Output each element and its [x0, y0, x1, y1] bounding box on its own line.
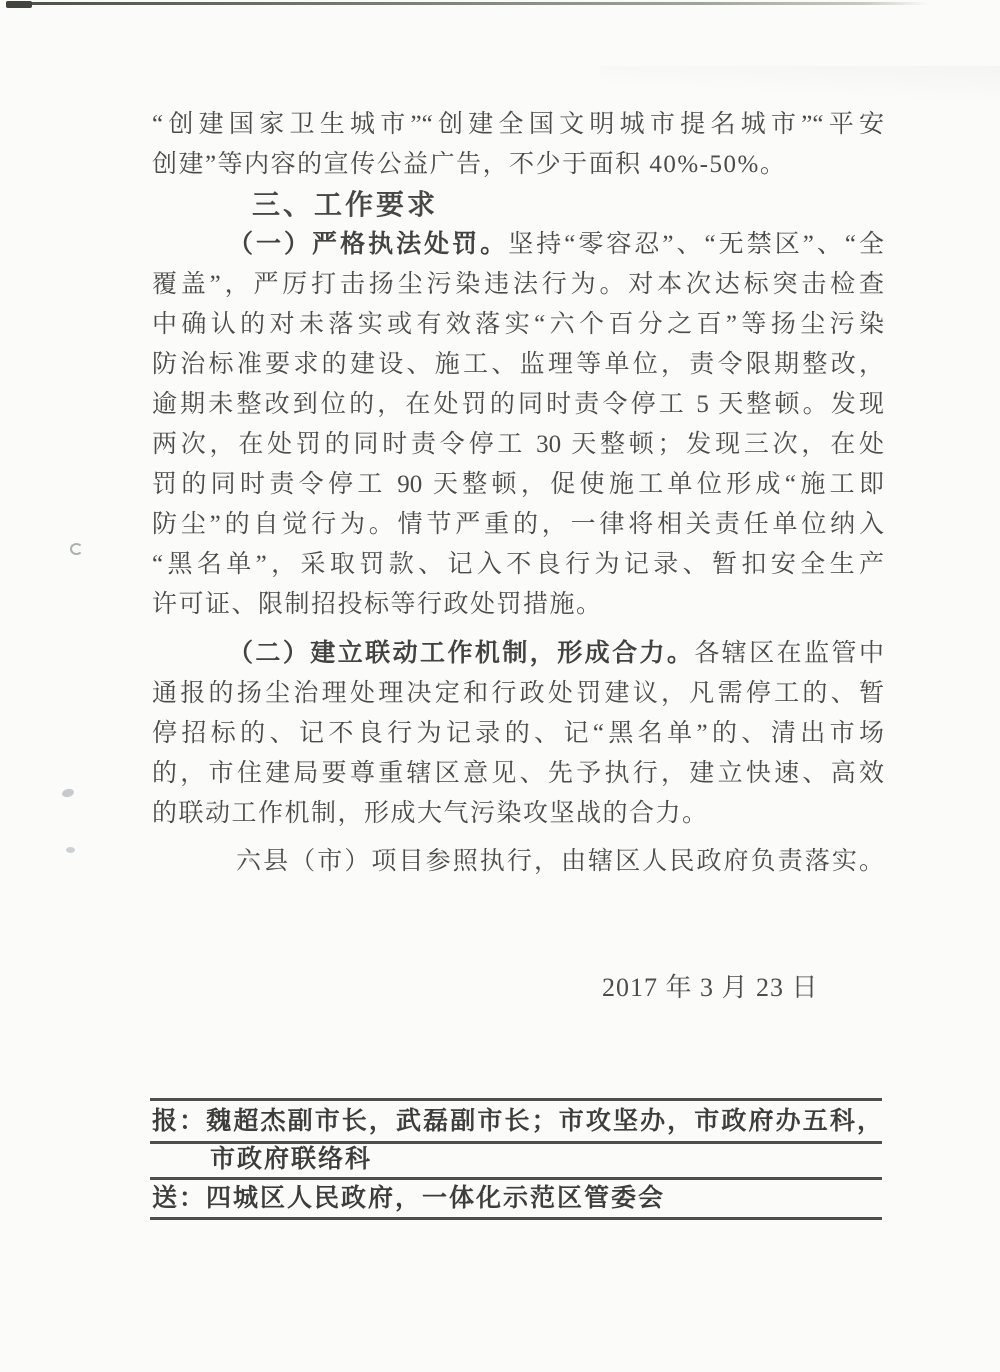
- body-line: 两次，在处罚的同时责令停工 30 天整顿；发现三次，在处: [152, 431, 884, 458]
- body-line: 停招标的、记不良行为记录的、记“黑名单”的、清出市场: [152, 720, 884, 747]
- document-date: 2017 年 3 月 23 日: [602, 973, 819, 1002]
- dust-speck: [70, 543, 83, 555]
- paragraph-section2: [152, 634, 884, 834]
- scanner-edge-artifact: [6, 2, 928, 5]
- body-line: 创建”等内容的宣传公益广告，不少于面积 40%-50%。: [152, 151, 787, 178]
- paragraph-intro: [152, 105, 884, 185]
- footer-report-line: [152, 1104, 882, 1140]
- section2-first-rest: 各辖区在监管中: [694, 640, 884, 667]
- section1-first-rest: 坚持“零容忍”、“无禁区”、“全: [508, 231, 884, 258]
- paragraph-section1: [152, 225, 884, 625]
- section1-lead: （一）严格执法处罚。: [228, 231, 509, 258]
- section-heading: 三、工作要求: [252, 189, 439, 220]
- body-line-lead: [152, 634, 884, 674]
- footer-report-continuation: 市政府联络科: [210, 1146, 373, 1173]
- paragraph-closing: [152, 842, 884, 882]
- body-line: 中确认的对未落实或有效落实“六个百分之百”等扬尘污染: [152, 311, 884, 338]
- footer-rule-top: [150, 1098, 882, 1101]
- body-line: 许可证、限制招投标等行政处罚措施。: [152, 591, 603, 618]
- body-line: 防尘”的自觉行为。情节严重的，一律将相关责任单位纳入: [152, 511, 884, 538]
- body-line: “创建国家卫生城市”“创建全国文明城市提名城市”“平安: [152, 111, 884, 138]
- body-line: “黑名单”，采取罚款、记入不良行为记录、暂扣安全生产: [152, 551, 884, 578]
- footer-report-text: 魏超杰副市长，武磊副市长；市攻坚办，市政府办五科，: [206, 1108, 882, 1135]
- footer-send-text: 四城区人民政府，一体化示范区管委会: [206, 1185, 666, 1212]
- scanner-edge-blob: [6, 1, 32, 8]
- body-line: 逾期未整改到位的，在处罚的同时责令停工 5 天整顿。发现: [152, 391, 884, 418]
- dust-speck: [61, 788, 75, 799]
- paper-crease: [600, 66, 1000, 100]
- body-line: 防治标准要求的建设、施工、监理等单位，责令限期整改，: [152, 351, 884, 378]
- body-line: 覆盖”，严厉打击扬尘污染违法行为。对本次达标突击检查: [152, 271, 884, 298]
- footer-rule-bottom: [150, 1217, 882, 1220]
- body-line: 通报的扬尘治理处理决定和行政处罚建议，凡需停工的、暂: [152, 680, 884, 707]
- footer-send-label: 送：: [152, 1185, 207, 1212]
- section2-lead: （二）建立联动工作机制，形成合力。: [228, 640, 695, 667]
- body-line-lead: [152, 225, 884, 265]
- footer-send-line: [152, 1182, 882, 1216]
- footer-rule-mid2: [150, 1177, 882, 1180]
- footer-report-label: 报：: [152, 1108, 207, 1135]
- body-line: 的，市住建局要尊重辖区意见、先予执行，建立快速、高效: [152, 760, 884, 787]
- section-heading-block: [152, 185, 884, 225]
- body-line: 罚的同时责令停工 90 天整顿，促使施工单位形成“施工即: [152, 471, 884, 498]
- body-line: 六县（市）项目参照执行，由辖区人民政府负责落实。: [236, 848, 884, 875]
- dust-speck: [66, 847, 75, 853]
- body-line: 的联动工作机制，形成大气污染攻坚战的合力。: [152, 800, 709, 827]
